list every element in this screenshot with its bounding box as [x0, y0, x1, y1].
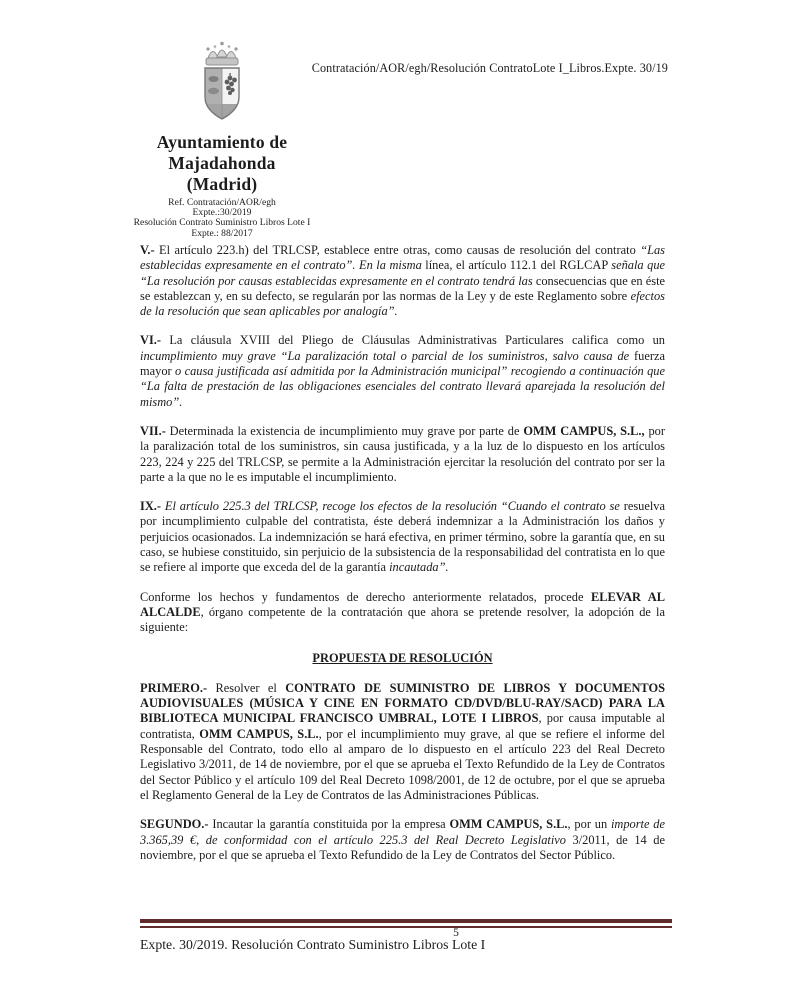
org-ref-line: Ref. Contratación/AOR/egh — [168, 197, 276, 208]
paragraph-propuesta-heading — [140, 651, 665, 666]
header-reference-line: Contratación/AOR/egh/Resolución ContratoLote I_Libros.Expte. 30/19 — [311, 61, 668, 75]
text-run: OMM CAMPUS, S.L. — [199, 726, 319, 741]
text-run: La cláusula XVIII del Pliego de Cláusulas Administrativas Particulares califica como un — [169, 333, 666, 348]
paragraph-segundo — [140, 817, 665, 863]
coat-of-arms-icon — [191, 40, 253, 124]
org-name — [102, 132, 342, 195]
text-run: , por causa imputable al contratista, — [140, 711, 666, 741]
org-name-line3: (Madrid) — [186, 174, 258, 194]
footer-expediente-line: Expte. 30/2019. Resolución Contrato Suministro Libros Lote I — [140, 937, 486, 952]
org-ref-line: Resolución Contrato Suministro Libros Lote I — [133, 217, 311, 229]
footer-rule — [140, 919, 672, 928]
text-run: PRIMERO.- — [140, 680, 216, 695]
text-run: El artículo 225.3 del TRLCSP, recoge los efectos de la resolución “Cuando el contrato se — [164, 499, 624, 514]
text-run: consecuencias que en éste se establezcan y, en su defecto, se regularán por las normas de la Ley y de este Reglamento sobre — [140, 273, 666, 303]
org-name-line1: Ayuntamiento de — [156, 132, 288, 152]
text-run: “Las establecidas expresamente en el contrato”. En la misma — [140, 243, 666, 273]
text-run: por la paralización total de los suministros, sin causa justificada, y a la luz de lo dispuesto en los artículos 223, 224 y 225 del TRLCSP, se permite a la Administración ejercitar la resolución del contrato por ser la parte a la que no le es imputable el incumplimiento. — [140, 423, 665, 484]
text-run: ELEVAR AL ALCALDE — [140, 589, 665, 619]
text-run: o causa justificada así admitida por la Administración municipal” recogiendo a continuación que “La falta de prestación de las obligaciones esenciales del contrato llevará aparejada la resolución del mismo”. — [140, 364, 665, 409]
text-run: línea, el artículo 112.1 del RGLCAP — [425, 258, 612, 273]
text-run: Resolver el — [215, 680, 286, 695]
text-run: efectos de la resolución que sean aplicables por analogía”. — [140, 288, 665, 319]
organization-block — [102, 40, 342, 239]
text-run: VII.- — [140, 423, 170, 438]
org-ref-line: Expte.:30/2019 — [192, 207, 252, 219]
text-run: resuelva por incumplimiento culpable del contratista, éste deberá indemnizar a la Administración los daños y perjuicios ocasionados. La indemnización se hará efectiva, en primer término, sobre la garantía que, en su caso, se hubiese constituido, sin perjuicio de la subsistencia de la responsabilidad del contratista en lo que se refiere al importe que exceda del de la garantía — [140, 499, 665, 575]
text-run: Conforme los hechos y fundamentos de derecho anteriormente relatados, procede — [140, 589, 591, 604]
paragraph-ix — [140, 499, 665, 575]
org-name-line2: Majadahonda — [168, 153, 276, 173]
org-reference-block — [102, 198, 342, 239]
text-run: fuerza mayor — [140, 348, 665, 379]
text-run: PROPUESTA DE RESOLUCIÓN — [312, 650, 493, 665]
text-run: señala que “La resolución por causas establecidas expresamente en el contrato tendrá las — [140, 258, 666, 288]
text-run: V.- — [140, 243, 160, 257]
text-run: OMM CAMPUS, S.L., — [523, 423, 645, 438]
page-number: 5 — [453, 927, 459, 939]
text-run: SEGUNDO.- — [140, 817, 213, 832]
paragraph-vi — [140, 333, 665, 409]
text-run: El artículo 223.h) del TRLCSP, establece entre otras, como causas de resolución del contrato — [159, 243, 641, 257]
document-body — [140, 243, 665, 877]
text-run: Incautar la garantía constituida por la empresa — [212, 817, 450, 832]
paragraph-conforme — [140, 590, 665, 636]
paragraph-v — [140, 243, 665, 319]
text-run: IX.- — [140, 499, 165, 514]
paragraph-vii — [140, 424, 665, 485]
text-run: , órgano competente de la contratación que ahora se pretende resolver, la adopción de la siguiente: — [140, 604, 665, 635]
text-run: VI.- — [140, 333, 170, 348]
text-run: incumplimiento muy grave “La paralización total o parcial de los suministros, salvo causa de — [140, 348, 635, 363]
text-run: importe de 3.365,39 €, de conformidad con el artículo 225.3 del Real Decreto Legislativo — [140, 817, 665, 847]
text-run: , por un — [567, 817, 611, 832]
text-run: Determinada la existencia de incumplimiento muy grave por parte de — [169, 423, 524, 438]
paragraph-primero — [140, 681, 665, 803]
text-run: 3/2011, de 14 de noviembre, por el que se aprueba el Texto Refundido de la Ley de Contratos del Sector Público. — [140, 832, 665, 862]
org-ref-line: Expte.: 88/2017 — [191, 227, 253, 239]
text-run: , por el incumplimiento muy grave, al que se refiere el informe del Responsable del Contrato, todo ello al amparo de lo dispuesto en el artículo 223 del Real Decreto Legislativo 3/2011, de 14 de noviembre, por el que se aprueba el Texto Refundido de la Ley de Contratos del Sector Público y el artículo 109 del Real Decreto 1098/2001, de 12 de octubre, por el que se aprueba el Reglamento General de la Ley de Contratos de las Administraciones Públicas. — [140, 726, 665, 802]
text-run: OMM CAMPUS, S.L. — [449, 817, 568, 832]
text-run: incautada”. — [389, 560, 449, 575]
text-run: CONTRATO DE SUMINISTRO DE LIBROS Y DOCUMENTOS AUDIOVISUALES (MÚSICA Y CINE EN FORMATO CD/DVD/BLU-RAY/SACD) PARA LA BIBLIOTECA MUNICIPAL FRANCISCO UMBRAL, LOTE I LIBROS — [140, 680, 665, 726]
